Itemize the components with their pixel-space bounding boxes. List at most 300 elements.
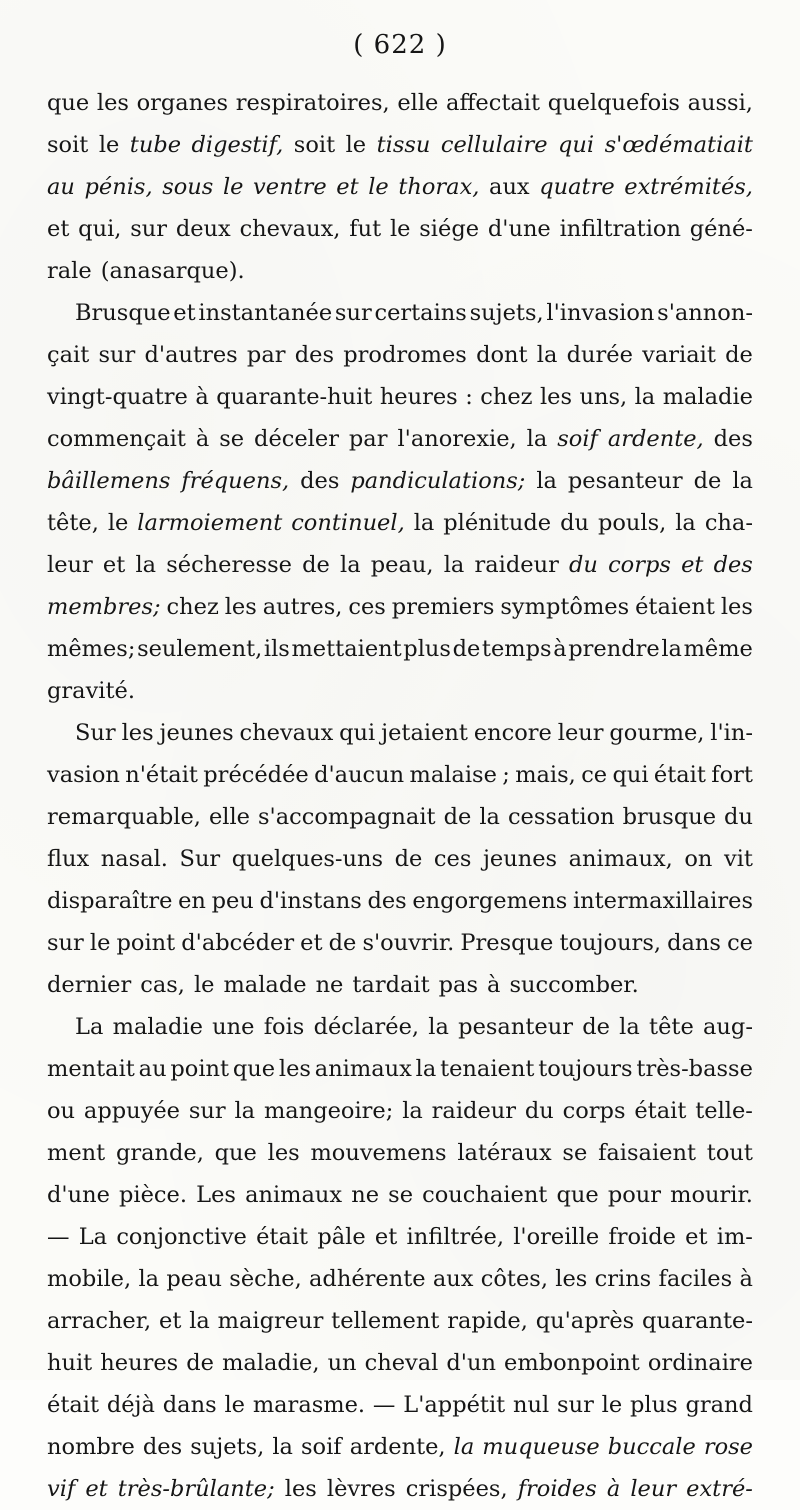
word: : (465, 384, 473, 410)
word: d'abcéder (181, 930, 295, 956)
text-line (47, 670, 753, 712)
word: le (601, 1392, 623, 1418)
word: même (683, 636, 753, 662)
word: cessation (507, 804, 615, 830)
word: infiltration (559, 216, 681, 242)
word: seulement, (137, 636, 263, 662)
word: fois (263, 1014, 305, 1040)
word: de (186, 1350, 214, 1376)
word: variait (642, 342, 716, 368)
text-line (47, 586, 753, 628)
word: les (96, 90, 129, 116)
word: chez (480, 384, 533, 410)
word: cheval (364, 1350, 439, 1376)
text-line (47, 1216, 753, 1258)
word: deux (175, 216, 231, 242)
word: la (340, 552, 361, 578)
word: de (693, 468, 722, 494)
word: déclarée, (313, 1014, 420, 1040)
word: heures (100, 1350, 179, 1376)
word: vingt-quatre (47, 384, 188, 410)
text-line (47, 376, 753, 418)
word: se (219, 426, 245, 452)
word: organes (136, 90, 229, 116)
word: les (284, 1476, 317, 1502)
word: ardente, (607, 426, 704, 452)
body-text (47, 82, 753, 1510)
word: mais, (515, 762, 576, 788)
page-number-header: ( 622 ) (353, 30, 447, 60)
word: à (553, 636, 567, 662)
word: les (267, 1140, 300, 1166)
word: membres; (47, 594, 161, 620)
text-line (47, 82, 753, 124)
word: que (232, 1056, 276, 1082)
word: flux (47, 846, 90, 872)
text-line (47, 208, 753, 250)
word: la (135, 552, 157, 578)
word: sur (334, 300, 372, 326)
word: la (413, 510, 435, 536)
word: s'ouvrir. (362, 930, 455, 956)
text-line (47, 460, 753, 502)
word: mobile, (47, 1266, 132, 1292)
word: animaux (314, 1056, 412, 1082)
word: de (725, 342, 753, 368)
word: soif (557, 426, 598, 452)
text-line (47, 1468, 753, 1510)
word: du (560, 510, 589, 536)
word: aug- (703, 1014, 753, 1040)
word: maladie (112, 1014, 203, 1040)
word: précédée (203, 762, 309, 788)
word: buccale (607, 1434, 696, 1460)
word: le (345, 132, 367, 158)
text-line (47, 544, 753, 586)
word: disparaître (47, 888, 173, 914)
word: et (336, 174, 359, 200)
word: la (138, 1266, 160, 1292)
word: — (47, 1224, 70, 1250)
word: l'anorexie, (397, 426, 517, 452)
word: ce (581, 762, 608, 788)
word: la (189, 1308, 210, 1334)
word: affectait (446, 90, 541, 116)
word: cha- (704, 510, 753, 536)
word: faciles (658, 1266, 733, 1292)
word: conjonctive (116, 1224, 247, 1250)
word: tellement (331, 1308, 440, 1334)
word: s'annon- (657, 300, 753, 326)
word: quelquefois (547, 90, 680, 116)
text-line (47, 1426, 753, 1468)
word: quarante-huit (216, 384, 373, 410)
word: nul (513, 1392, 550, 1418)
word: ordinaire (647, 1350, 753, 1376)
word: pour (607, 1182, 662, 1208)
word: siége (419, 216, 480, 242)
text-line (47, 1132, 753, 1174)
word: pénis, (84, 174, 153, 200)
word: ne (351, 1182, 380, 1208)
word: nasal. (100, 846, 168, 872)
word: tissu (376, 132, 431, 158)
word: ce (727, 930, 753, 956)
word: tenaient (440, 1056, 535, 1082)
word: chevaux, (239, 216, 341, 242)
word: maladie (662, 384, 753, 410)
word: succomber. (509, 972, 639, 998)
word: sous (162, 174, 214, 200)
word: était (47, 1392, 100, 1418)
text-line (47, 250, 753, 292)
word: au (47, 174, 75, 200)
word: peau, (370, 552, 434, 578)
text-line (47, 1384, 753, 1426)
word: des (713, 426, 753, 452)
word: on (684, 846, 713, 872)
word: ou (47, 1098, 76, 1124)
word: ces (348, 594, 386, 620)
word: cas, (140, 972, 185, 998)
word: dans (667, 930, 721, 956)
word: de (582, 1014, 610, 1040)
word: mêmes; (47, 636, 136, 662)
word: tardait (352, 972, 430, 998)
word: maladie, (222, 1350, 320, 1376)
text-line (47, 712, 753, 754)
word: quelques-uns (231, 846, 384, 872)
word: tube (129, 132, 182, 158)
word: sur (47, 930, 84, 956)
word: arracher, (47, 1308, 152, 1334)
word: pesanteur (567, 468, 683, 494)
word: rapide, (447, 1308, 528, 1334)
word: respiratoires, (235, 90, 390, 116)
word: le (222, 174, 244, 200)
word: froides (517, 1476, 597, 1502)
word: encore (473, 720, 552, 746)
word: étaient (635, 594, 715, 620)
word: crispées, (405, 1476, 508, 1502)
word: le (107, 510, 129, 536)
word: peu (211, 888, 254, 914)
word: par (348, 426, 388, 452)
text-line (47, 628, 753, 670)
word: le (368, 174, 389, 200)
word: corps (562, 1098, 626, 1124)
text-line (47, 334, 753, 376)
word: en (178, 888, 206, 914)
word: à (739, 1266, 753, 1292)
word: et (102, 552, 126, 578)
word: dont (476, 342, 528, 368)
word: aux (489, 174, 530, 200)
word: im- (716, 1224, 753, 1250)
word: à (487, 972, 501, 998)
word: l'oreille (513, 1224, 600, 1250)
word: qui (339, 720, 376, 746)
word: crins (594, 1266, 652, 1292)
word: pandiculations; (350, 468, 526, 494)
word: les (278, 1056, 311, 1082)
word: sur (188, 1098, 226, 1124)
word: se (388, 1182, 414, 1208)
word: latéraux (457, 1140, 552, 1166)
word: remarquable, (47, 804, 201, 830)
word: raideur (474, 552, 559, 578)
word: Brusque (75, 300, 171, 326)
word: les (555, 1266, 588, 1292)
word: la (526, 426, 548, 452)
word: engorgemens (412, 888, 568, 914)
word: elle (208, 804, 250, 830)
word: sèche, (229, 1266, 302, 1292)
word: côtes, (480, 1266, 548, 1292)
word: — (372, 1392, 396, 1418)
word: et (47, 216, 70, 242)
word: sur (130, 216, 168, 242)
word: gourme, (609, 720, 705, 746)
word: faisaient (598, 1140, 697, 1166)
word: des (294, 342, 334, 368)
word: chez (166, 594, 219, 620)
word: et (374, 1224, 398, 1250)
word: intermaxillaires (572, 888, 753, 914)
word: dernier (47, 972, 132, 998)
text-line (47, 1048, 753, 1090)
word: qui (558, 132, 595, 158)
word: qu'après (535, 1308, 635, 1334)
word: brusque (622, 804, 717, 830)
word: certains (374, 300, 467, 326)
word: au (138, 1056, 167, 1082)
text-line (47, 1090, 753, 1132)
word: l'in- (710, 720, 753, 746)
word: à (195, 426, 210, 452)
word: embonpoint (504, 1350, 640, 1376)
word: déceler (254, 426, 339, 452)
word: bâillemens (47, 468, 171, 494)
word: digestif, (191, 132, 284, 158)
word: la (634, 384, 656, 410)
text-line (47, 418, 753, 460)
word: La (75, 1014, 104, 1040)
word: pâle (317, 1224, 366, 1250)
text-line (47, 502, 753, 544)
word: plénitude (443, 510, 552, 536)
word: la (234, 1098, 256, 1124)
word: Sur (179, 846, 221, 872)
word: d'aucun (314, 762, 405, 788)
word: d'un (446, 1350, 496, 1376)
word: fut (349, 216, 382, 242)
word: s'accompagnait (257, 804, 436, 830)
word: qui (612, 762, 649, 788)
word: du (724, 804, 753, 830)
word: tête (649, 1014, 694, 1040)
word: sujets, (190, 1434, 265, 1460)
text-line (47, 922, 753, 964)
text-line (47, 292, 753, 334)
word: les (720, 594, 753, 620)
word: animaux (245, 1182, 343, 1208)
word: peau (166, 1266, 222, 1292)
word: et (681, 552, 704, 578)
word: qui, (78, 216, 122, 242)
text-line (47, 754, 753, 796)
word: géné- (689, 216, 753, 242)
word: et (685, 1224, 708, 1250)
word: se (562, 1140, 588, 1166)
word: soif (301, 1434, 342, 1460)
word: mangeoire; (263, 1098, 394, 1124)
word: commençait (47, 426, 186, 452)
word: de (328, 930, 357, 956)
text-line (47, 1174, 753, 1216)
word: nombre (47, 1434, 135, 1460)
word: à (195, 384, 209, 410)
word: thorax, (398, 174, 480, 200)
word: l'invasion (546, 300, 655, 326)
word: rale (47, 258, 92, 284)
word: Presque (460, 930, 554, 956)
word: malade (223, 972, 307, 998)
word: la (536, 342, 558, 368)
word: fréquens, (181, 468, 290, 494)
word: la (619, 1014, 640, 1040)
word: la (272, 1434, 293, 1460)
word: la (661, 636, 682, 662)
word: prodromes (343, 342, 467, 368)
word: était (653, 762, 706, 788)
word: larmoiement (137, 510, 283, 536)
word: prendre (568, 636, 660, 662)
word: et (159, 1308, 182, 1334)
word: pouls, (597, 510, 667, 536)
word: des (300, 468, 340, 494)
word: leur (47, 552, 93, 578)
word: la (443, 552, 465, 578)
word: chevaux (239, 720, 334, 746)
word: instantanée (198, 300, 333, 326)
text-line (47, 1300, 753, 1342)
word: gravité. (47, 678, 135, 704)
word: d'instans (259, 888, 362, 914)
word: vit (724, 846, 753, 872)
word: la (428, 1014, 449, 1040)
word: les (539, 384, 573, 410)
word: Les (196, 1182, 236, 1208)
word: froide (608, 1224, 676, 1250)
word: que (214, 1140, 257, 1166)
word: leur (557, 720, 604, 746)
word: des (367, 888, 407, 914)
word: un (327, 1350, 357, 1376)
word: corps (608, 552, 671, 578)
word: sur (557, 1392, 594, 1418)
word: durée (566, 342, 633, 368)
word: temps (481, 636, 552, 662)
word: quarante- (642, 1308, 753, 1334)
word: grand (685, 1392, 753, 1418)
text-line (47, 964, 753, 1006)
word: huit (47, 1350, 93, 1376)
word: déjà (106, 1392, 155, 1418)
word: malaise (409, 762, 497, 788)
word: la (479, 804, 500, 830)
word: le (224, 1392, 245, 1418)
word: la (453, 1434, 475, 1460)
word: mentait (47, 1056, 135, 1082)
word: symptômes (500, 594, 630, 620)
word: et (85, 1476, 108, 1502)
word: des (142, 1434, 183, 1460)
word: plus (630, 1392, 678, 1418)
word: mouvemens (310, 1140, 447, 1166)
word: le (193, 972, 215, 998)
word: ils (263, 636, 290, 662)
word: L'appétit (403, 1392, 506, 1418)
word: les (121, 720, 154, 746)
word: ment (47, 1140, 106, 1166)
word: aux (432, 1266, 474, 1292)
word: les (224, 594, 257, 620)
word: du (524, 1098, 554, 1124)
word: extrémités, (624, 174, 753, 200)
word: n'était (125, 762, 198, 788)
word: animaux, (568, 846, 673, 872)
word: des (713, 552, 753, 578)
word: sécheresse (166, 552, 292, 578)
word: était (256, 1224, 309, 1250)
word: pièce. (119, 1182, 187, 1208)
word: fort (711, 762, 753, 788)
word: une (212, 1014, 255, 1040)
word: la (675, 510, 696, 536)
word: tête, (47, 510, 99, 536)
word: leur (630, 1476, 677, 1502)
word: ces (433, 846, 472, 872)
word: continuel, (291, 510, 405, 536)
word: autres, (262, 594, 343, 620)
word: elle (397, 90, 439, 116)
word: soit (293, 132, 336, 158)
word: ventre (253, 174, 327, 200)
word: du (569, 552, 598, 578)
word: toujours (538, 1056, 633, 1082)
word: Sur (75, 720, 116, 746)
word: sujets, (469, 300, 544, 326)
word: infiltrée, (406, 1224, 504, 1250)
word: très-basse (636, 1056, 753, 1082)
word: raideur (431, 1098, 517, 1124)
word: ardente, (349, 1434, 446, 1460)
text-line (47, 166, 753, 208)
word: telle- (695, 1098, 753, 1124)
word: cellulaire (440, 132, 548, 158)
word: tout (706, 1140, 753, 1166)
word: ; (502, 762, 510, 788)
word: le (389, 216, 411, 242)
word: premiers (391, 594, 495, 620)
word: maigreur (217, 1308, 324, 1334)
word: de (302, 552, 330, 578)
word: point (170, 1056, 230, 1082)
text-line (47, 1006, 753, 1048)
word: à (606, 1476, 621, 1502)
word: grande, (115, 1140, 204, 1166)
